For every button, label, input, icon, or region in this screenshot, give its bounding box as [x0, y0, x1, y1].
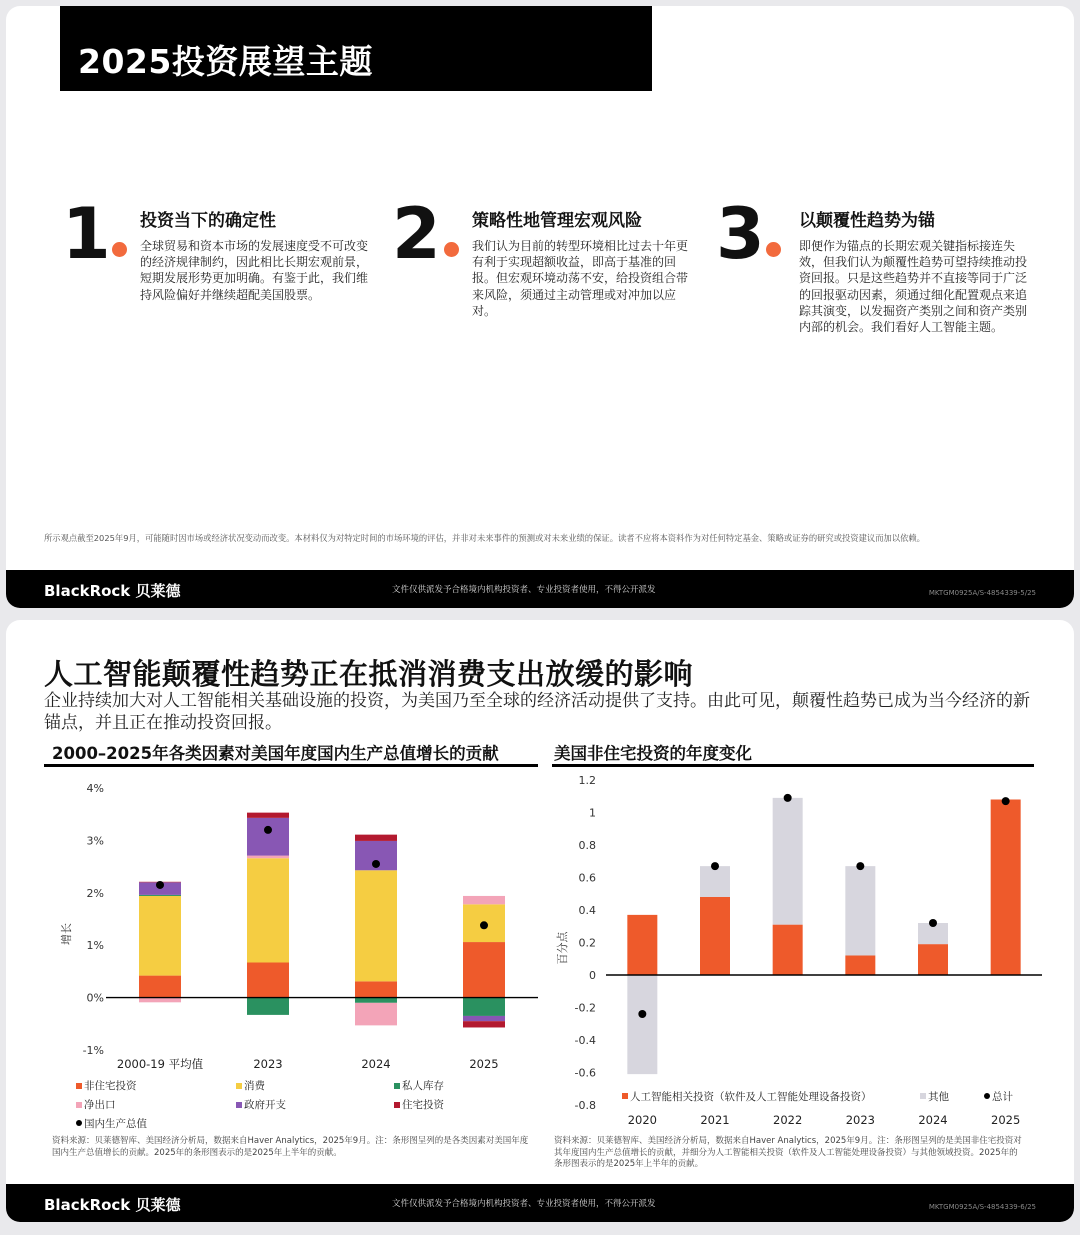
- bar-segment: [918, 944, 948, 975]
- legend-swatch: [76, 1102, 82, 1108]
- legend-swatch: [394, 1083, 400, 1089]
- legend-label: 消费: [244, 1080, 265, 1092]
- theme-body: 全球贸易和资本市场的发展速度受不可改变的经济规律制约，因此相比长期宏观前景，短期发展形势更加明确。有鉴于此，我们维持风险偏好并继续超配美国股票。: [140, 239, 369, 302]
- total-dot: [929, 919, 937, 927]
- bar-segment: [247, 962, 289, 997]
- x-tick-label: 2022: [773, 1113, 803, 1127]
- bar-segment: [355, 835, 397, 841]
- legend-label: 净出口: [84, 1099, 116, 1111]
- bar-segment: [627, 915, 657, 975]
- legend-swatch: [622, 1093, 628, 1099]
- bar-segment: [247, 818, 289, 856]
- y-tick-label: -0.6: [574, 1066, 596, 1080]
- footer-note: 文件仅供派发予合格境内机构投资者、专业投资者使用，不得公开派发: [392, 1199, 656, 1209]
- footer-note: 文件仅供派发予合格境内机构投资者、专业投资者使用，不得公开派发: [392, 585, 656, 595]
- total-dot: [1002, 797, 1010, 805]
- bar-segment: [463, 998, 505, 1016]
- orange-dot-icon: [444, 242, 459, 257]
- legend-swatch: [236, 1083, 242, 1089]
- legend-total-dot: [76, 1120, 82, 1126]
- x-tick-label: 2025: [469, 1057, 499, 1071]
- legend-swatch: [76, 1083, 82, 1089]
- y-tick-label: 1.2: [578, 774, 596, 787]
- theme-number: 3: [716, 193, 765, 275]
- disclaimer: 所示观点截至2025年9月，可能随时因市场或经济状况变动而改变。本材料仅为对特定时间的市场环境的评估，并非对未来事件的预测或对未来业绩的保证。读者不应将本资料作为对任何特定基金、策略或证券的研究或投资建议而加以依赖。: [44, 533, 925, 543]
- theme-body: 我们认为目前的转型环境相比过去十年更有利于实现超额收益，即高于基准的回报。但宏观环境动荡不安，给投资组合带来风险，须通过主动管理或对冲加以应对。: [472, 239, 689, 318]
- legend-label: 私人库存: [402, 1080, 444, 1092]
- y-tick-label: 0: [589, 969, 596, 982]
- x-tick-label: 2024: [918, 1113, 948, 1127]
- bar-segment: [139, 976, 181, 998]
- theme-number: 1: [62, 193, 111, 275]
- bar-segment: [463, 1016, 505, 1021]
- y-tick-label: 0.2: [578, 936, 596, 950]
- x-tick-label: 2020: [627, 1113, 657, 1127]
- bar-segment: [139, 895, 181, 896]
- y-tick-label: 2%: [86, 886, 104, 900]
- bar-segment: [247, 813, 289, 818]
- legend-label: 政府开支: [244, 1099, 286, 1111]
- total-dot: [638, 1010, 646, 1018]
- x-tick-label: 2023: [253, 1057, 283, 1071]
- footer-bar: [6, 570, 1074, 608]
- y-axis-label: 百分点: [556, 931, 569, 965]
- legend-swatch: [394, 1102, 400, 1108]
- slide-outlook-themes: [6, 6, 1074, 608]
- bar-segment: [463, 942, 505, 998]
- y-axis-label: 增长: [60, 923, 73, 945]
- bar-segment: [700, 897, 730, 975]
- orange-dot-icon: [112, 242, 127, 257]
- bar-segment: [355, 870, 397, 981]
- total-dot: [372, 860, 380, 868]
- slide-ai-disruption: [6, 620, 1074, 1222]
- y-tick-label: -0.4: [574, 1034, 596, 1047]
- x-tick-label: 2023: [845, 1113, 875, 1127]
- bar-segment: [463, 896, 505, 904]
- total-dot: [156, 881, 164, 889]
- y-tick-label: 4%: [86, 782, 104, 795]
- bar-segment: [991, 800, 1021, 976]
- chart-rule: [552, 764, 1034, 767]
- theme-heading: 策略性地管理宏观风险: [472, 211, 642, 231]
- chart-source: 资料来源：贝莱德智库、美国经济分析局，数据来自Haver Analytics，2025年9月。注：条形图呈列的是美国非住宅投资对其年度国内生产总值增长的贡献，并细分为人工智能相关投资（软件及人工智能处理设备投资）与其他领域投资。2025年的条形图表示的是2025年上半年的贡献。: [554, 1136, 1022, 1169]
- footer-bar: [6, 1184, 1074, 1222]
- y-tick-label: 0%: [86, 991, 104, 1005]
- slide-title: 人工智能颠覆性趋势正在抵消消费支出放缓的影响: [44, 657, 694, 691]
- bar-segment: [627, 975, 657, 1074]
- legend-label: 非住宅投资: [84, 1080, 137, 1092]
- bar-segment: [355, 998, 397, 1003]
- total-dot: [264, 826, 272, 834]
- y-tick-label: 1%: [86, 939, 104, 953]
- bar-segment: [139, 896, 181, 976]
- y-tick-label: -0.8: [574, 1099, 596, 1112]
- legend-swatch: [236, 1102, 242, 1108]
- footer-code: MKTGM0925A/S-4854339-5/25: [928, 589, 1036, 597]
- x-tick-label: 2021: [700, 1113, 730, 1127]
- theme-body: 即便作为锚点的长期宏观关键指标接连失效，但我们认为颠覆性趋势可望持续推动投资回报。只是这些趋势并不直接等同于广泛的回报驱动因素，须通过细化配置观点来追踪其演变，以发掘资产类别之间和资产类别内部的机会。我们看好人工智能主题。: [799, 239, 1028, 335]
- legend-label: 国内生产总值: [84, 1118, 147, 1130]
- y-tick-label: -1%: [82, 1044, 104, 1057]
- legend-label: 总计: [992, 1091, 1013, 1103]
- legend-total-dot: [984, 1093, 990, 1099]
- bar-segment: [463, 1021, 505, 1027]
- bar-segment: [247, 858, 289, 962]
- bar-segment: [247, 998, 289, 1015]
- theme-number: 2: [392, 193, 441, 275]
- legend-label: 住宅投资: [402, 1099, 444, 1111]
- y-tick-label: -0.2: [574, 1001, 596, 1015]
- blackrock-logo: BlackRock 贝莱德: [44, 1196, 181, 1214]
- legend-label: 其他: [928, 1091, 949, 1103]
- slide-title: 2025投资展望主题: [60, 6, 652, 91]
- slide-subtitle: 企业持续加大对人工智能相关基础设施的投资，为美国乃至全球的经济活动提供了支持。由此可见，颠覆性趋势已成为当今经济的新锚点，并且正在推动投资回报。: [44, 691, 1030, 733]
- chart-title-investment: 美国非住宅投资的年度变化: [554, 744, 752, 763]
- legend-label: 人工智能相关投资（软件及人工智能处理设备投资）: [630, 1091, 872, 1103]
- total-dot: [784, 794, 792, 802]
- orange-dot-icon: [766, 242, 781, 257]
- bar-segment: [845, 866, 875, 955]
- x-tick-label: 2024: [361, 1057, 391, 1071]
- bar-segment: [773, 798, 803, 925]
- theme-heading: 以颠覆性趋势为锚: [799, 211, 935, 231]
- chart-rule: [44, 764, 538, 767]
- bar-segment: [355, 1003, 397, 1026]
- theme-heading: 投资当下的确定性: [140, 211, 276, 231]
- bar-segment: [773, 925, 803, 975]
- y-tick-label: 3%: [86, 834, 104, 848]
- legend-swatch: [920, 1093, 926, 1099]
- y-tick-label: 0.8: [578, 839, 596, 852]
- total-dot: [856, 862, 864, 870]
- nonresidential-investment-chart: [552, 770, 1042, 1140]
- chart-source: 资料来源：贝莱德智库、美国经济分析局，数据来自Haver Analytics，2025年9月。注：条形图呈列的是各类因素对美国年度国内生产总值增长的贡献。2025年的条形图表示的是2025年上半年的贡献。: [52, 1136, 529, 1158]
- footer-code: MKTGM0925A/S-4854339-6/25: [928, 1203, 1036, 1211]
- y-tick-label: 0.6: [578, 871, 596, 885]
- bar-segment: [247, 856, 289, 859]
- total-dot: [480, 921, 488, 929]
- x-tick-label: 2025: [991, 1113, 1021, 1127]
- y-tick-label: 0.4: [578, 904, 596, 917]
- chart-title-gdp: 2000–2025年各类因素对美国年度国内生产总值增长的贡献: [52, 744, 499, 763]
- x-tick-label: 2000-19 平均值: [116, 1057, 204, 1071]
- bar-segment: [355, 981, 397, 997]
- bar-segment: [845, 956, 875, 976]
- blackrock-logo: BlackRock 贝莱德: [44, 582, 181, 600]
- total-dot: [711, 862, 719, 870]
- y-tick-label: 1: [589, 806, 596, 820]
- gdp-contribution-chart: [44, 770, 538, 1132]
- bar-segment: [139, 998, 181, 1003]
- bar-segment: [700, 866, 730, 897]
